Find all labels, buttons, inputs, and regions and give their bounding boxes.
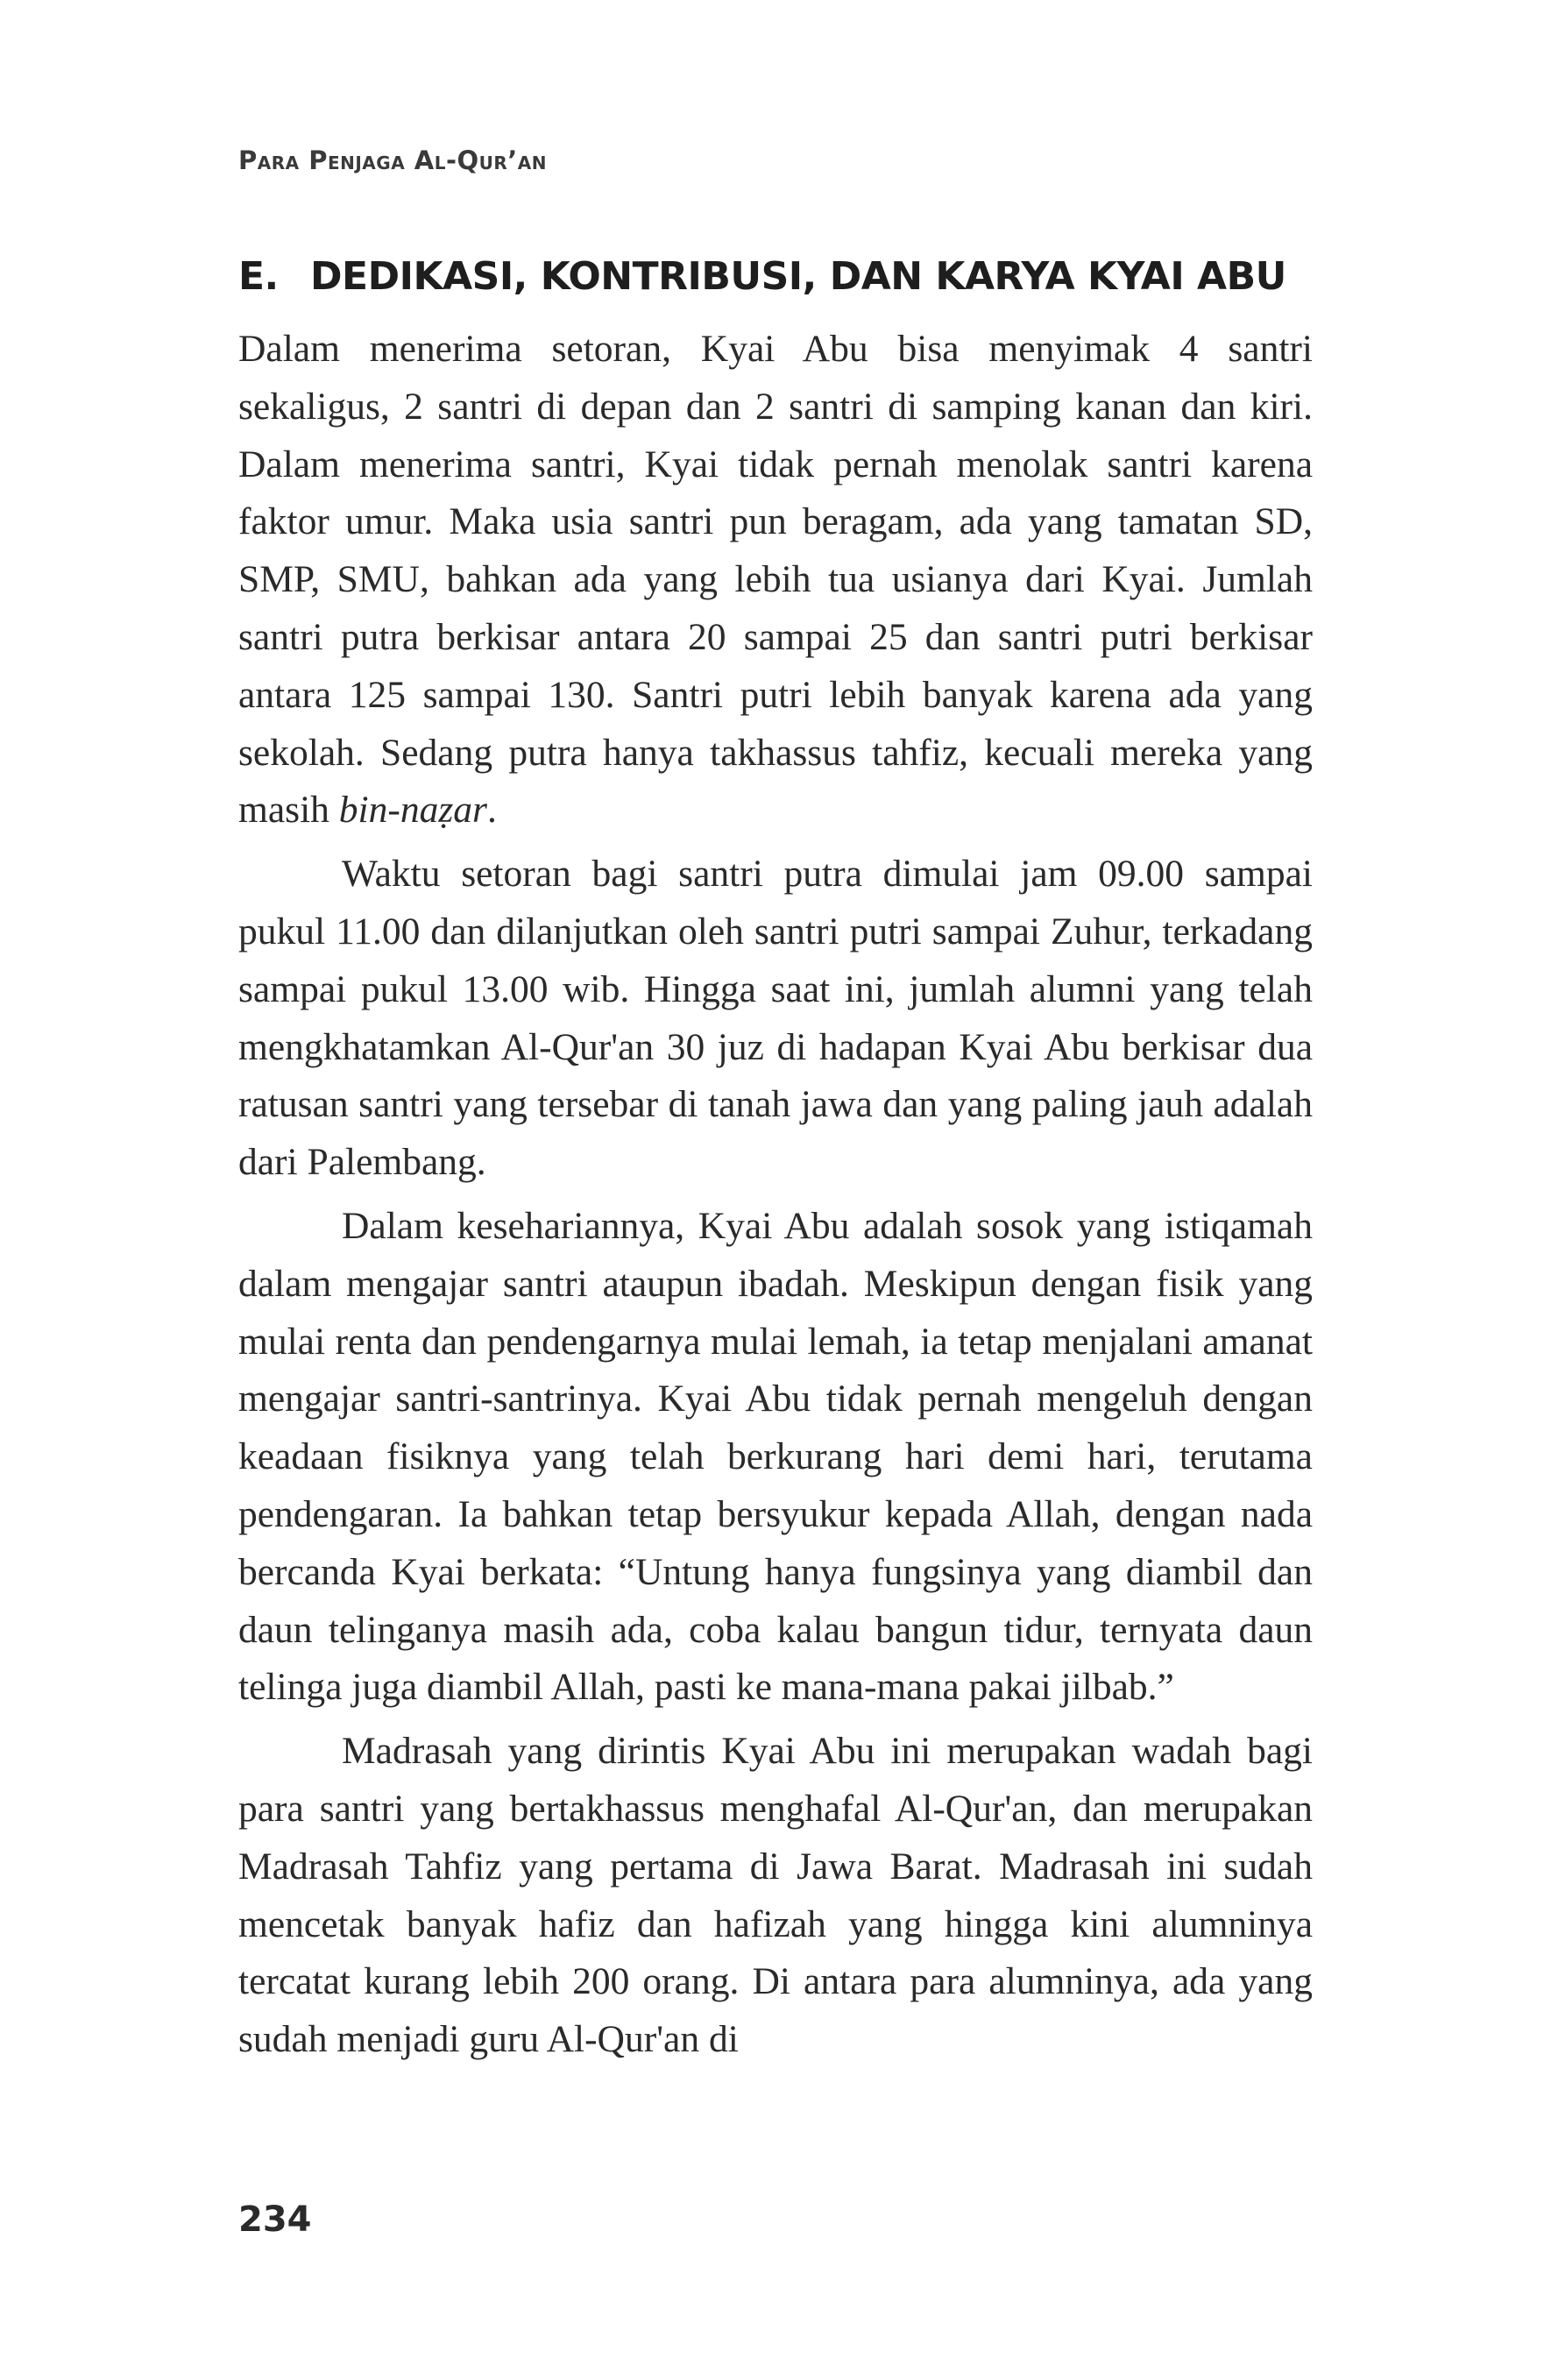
page-number: 234 bbox=[238, 2199, 312, 2240]
paragraph-3: Dalam kesehariannya, Kyai Abu adalah sosok yang istiqamah dalam mengajar santri ataupun ibadah. Meskipun dengan fisik yang mulai renta dan pendengarnya mulai lemah, ia tetap menjalani amanat mengajar santri-santrinya. Kyai Abu tidak pernah mengeluh dengan keadaan fisiknya yang telah berkurang hari demi hari, terutama pendengaran. Ia bahkan tetap bersyukur kepada Allah, dengan nada bercanda Kyai berkata: “Untung hanya fungsinya yang diambil dan daun telinganya masih ada, coba kalau bangun tidur, ternyata daun telinga juga diambil Allah, pasti ke mana-mana pakai jilbab.” bbox=[238, 1204, 1313, 1709]
section-title: DEDIKASI, KONTRIBUSI, DAN KARYA KYAI ABU bbox=[310, 254, 1286, 299]
section-letter: E. bbox=[238, 254, 279, 299]
paragraph-1-italic-term: bin-naẓar bbox=[338, 789, 487, 832]
paragraph-4: Madrasah yang dirintis Kyai Abu ini merupakan wadah bagi para santri yang bertakhassus menghafal Al-Qur'an, dan merupakan Madrasah Tahfiz yang pertama di Jawa Barat. Madrasah ini sudah mencetak banyak hafiz dan hafizah yang hingga kini alumninya tercatat kurang lebih 200 orang. Di antara para alumninya, ada yang sudah menjadi guru Al-Qur'an di bbox=[238, 1730, 1313, 2061]
paragraph-1-end: . bbox=[486, 789, 497, 832]
paragraph-1 bbox=[238, 321, 1313, 839]
running-head: Para Penjaga Al-Qur’an bbox=[238, 145, 548, 175]
paragraph-1-text: Dalam menerima setoran, Kyai Abu bisa menyimak 4 santri sekaligus, 2 santri di depan dan 2 santri di samping kanan dan kiri. Dalam menerima santri, Kyai tidak pernah menolak santri karena faktor umur. Maka usia santri pun beragam, ada yang tamatan SD, SMP, SMU, bahkan ada yang lebih tua usianya dari Kyai. Jumlah santri putra berkisar antara 20 sampai 25 dan santri putri berkisar antara 125 sampai 130. Santri putri lebih banyak karena ada yang sekolah. Sedang putra hanya takhassus tahfiz, kecuali mereka yang masih bbox=[238, 328, 1313, 832]
paragraph-2: Waktu setoran bagi santri putra dimulai jam 09.00 sampai pukul 11.00 dan dilanjutkan oleh santri putri sampai Zuhur, terkadang sampai pukul 13.00 wib. Hingga saat ini, jumlah alumni yang telah mengkhatamkan Al-Qur'an 30 juz di hadapan Kyai Abu berkisar dua ratusan santri yang tersebar di tanah jawa dan yang paling jauh adalah dari Palembang. bbox=[238, 853, 1313, 1184]
section-heading bbox=[238, 254, 1316, 299]
body-text bbox=[238, 321, 1313, 2075]
